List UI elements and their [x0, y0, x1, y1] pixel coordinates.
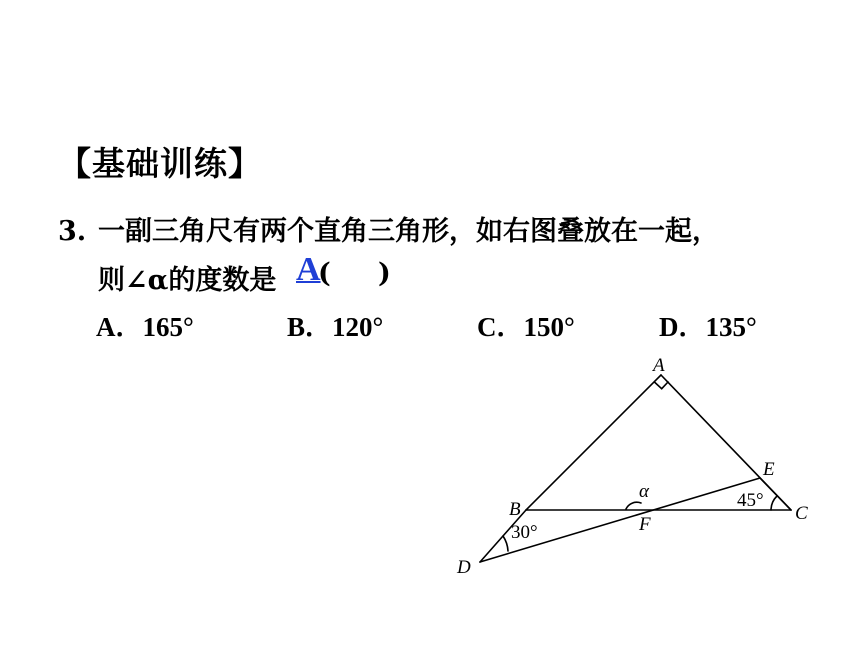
angle-d-label: 30° — [511, 522, 538, 543]
segment-ec — [760, 478, 791, 510]
option-b: B．120° — [287, 312, 384, 342]
answer-mark: A — [296, 251, 321, 288]
point-c-label: C — [795, 503, 808, 524]
point-f-label: F — [639, 514, 651, 535]
point-e-label: E — [763, 459, 775, 480]
question-number: 3. — [58, 216, 87, 247]
point-b-label: B — [509, 499, 521, 520]
angle-c-arc — [771, 496, 777, 510]
point-a-label: A — [653, 355, 665, 376]
angle-d-arc — [503, 536, 508, 551]
question-text-2: 则∠α的度数是 — [98, 265, 277, 296]
triangle-figure — [440, 350, 830, 590]
point-d-label: D — [457, 557, 471, 578]
option-a: A．165° — [96, 312, 194, 342]
angle-alpha-arc — [626, 502, 641, 509]
answer-paren-close: ) — [378, 258, 391, 289]
angle-alpha-label: α — [639, 481, 649, 502]
option-d: D．135° — [659, 312, 757, 342]
answer-paren-open: ( — [318, 258, 331, 289]
question-line-2 — [98, 258, 276, 297]
question-line-1 — [58, 209, 719, 248]
right-angle-mark — [654, 382, 668, 389]
option-c: C．150° — [477, 312, 575, 342]
section-title: 【基础训练】 — [58, 144, 262, 183]
question-text-1: 一副三角尺有两个直角三角形，如右图叠放在一起， — [98, 216, 719, 247]
segment-de — [480, 478, 760, 562]
angle-c-label: 45° — [737, 490, 764, 511]
